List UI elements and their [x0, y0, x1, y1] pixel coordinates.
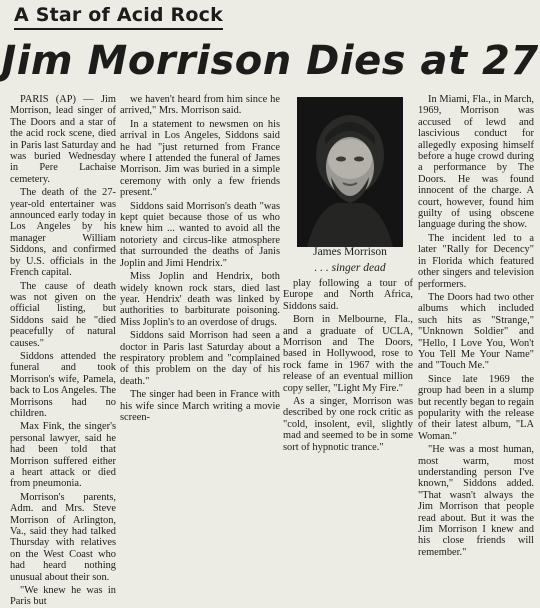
paragraph: In Miami, Fla., in March, 1969, Morrison was accused of lewd and lascivious conduct for allegedly exposing himself before a huge crowd during a performance by The Doors. He was found innocent of the charge. A court, however, found him guilty of using obscene language during the show. [418, 94, 534, 231]
paragraph: As a singer, Morrison was described by one rock critic as "cold, insolent, evil, slightly mad and seemed to be in some sort of hypnotic trance." [283, 396, 413, 453]
paragraph: play following a tour of Europe and North Africa, Siddons said. [283, 278, 413, 312]
paragraph: The incident led to a later "Rally for Decency" in Florida which featured other singers and television performers. [418, 232, 534, 290]
paragraph: PARIS (AP) — Jim Morrison, lead singer of The Doors and a star of the acid rock scene, died in Paris last Saturday and was buried Wednesday in Pere Lachaise cemetery. [10, 94, 116, 185]
photo-caption-name: James Morrison [313, 246, 387, 258]
paragraph: The singer had been in France with his wife since March writing a movie screen- [120, 389, 280, 423]
paragraph: "We knew he was in Paris but [10, 585, 116, 608]
article-column-3 [283, 278, 413, 453]
paragraph: Siddons said Morrison's death "was kept quiet because those of us who knew him ... wanted to avoid all the notoriety and circus-like atmosphere that surrounded the deaths of Janis Joplin and Jimi Hendrix." [120, 200, 280, 269]
paragraph: The death of the 27-year-old entertainer was announced early today in Los Angeles by his manager William Siddons, and confirmed by U.S. officials in the French capital. [10, 187, 116, 279]
headline: Jim Morrison Dies at 27 [1, 38, 539, 84]
paragraph: The Doors had two other albums which included such hits as "Strange," "Unknown Soldier" and "Hello, I Love You, Won't You Tell Me Your Name" and "Touch Me." [418, 291, 534, 372]
paragraph: we haven't heard from him since he arrived," Mrs. Morrison said. [120, 94, 280, 117]
paragraph: "He was a most human, most warm, most understanding person I've known," Siddons added. "That wasn't always the Jim Morrison that people read about. But it was the Jim Morrison I knew and his close friends will remember." [418, 444, 534, 558]
paragraph: Siddons said Morrison had seen a doctor in Paris last Saturday about a respiratory problem and "complained of this problem on the day of his death." [120, 330, 280, 387]
portrait-photo [297, 97, 403, 247]
article-column-2 [120, 94, 280, 440]
article-column-4 [418, 94, 534, 558]
paragraph: Born in Melbourne, Fla., and a graduate of UCLA, Morrison and The Doors, based in Hollywood, rose to rock fame in 1967 with the release of an eventual million copy seller, "Light My Fire." [283, 314, 413, 394]
paragraph: Since late 1969 the group had been in a slump but recently began to regain popularity with the release of their latest album, "LA Woman." [418, 373, 534, 442]
paragraph: Morrison's parents, Adm. and Mrs. Steve Morrison of Arlington, Va., said they had talked Thursday with relatives on the West Coast who had heard nothing unusual about their son. [10, 491, 116, 583]
paragraph: Miss Joplin and Hendrix, both widely known rock stars, died last year. Hendrix' death was linked by authorities to barbiturate poisoning. Miss Joplin's to an overdose of drugs. [120, 271, 280, 328]
article-column-1 [10, 94, 116, 608]
paragraph: Siddons attended the funeral and took Morrison's wife, Pamela, back to Los Angeles. The Morrisons had no children. [10, 350, 116, 419]
paragraph: The cause of death was not given on the official listing, but Siddons said he "died peacefully of natural causes." [10, 280, 116, 349]
photo-caption-subtitle: . . . singer dead [314, 262, 386, 274]
section-kicker: A Star of Acid Rock [14, 4, 223, 30]
paragraph: In a statement to newsmen on his arrival in Los Angeles, Siddons said he had "just returned from France where I attended the funeral of James Morrison. Jim was buried in a simple ceremony with only a few friends present." [120, 118, 280, 199]
paragraph: Max Fink, the singer's personal lawyer, said he had been told that Morrison suffered either a heart attack or died from pneumonia. [10, 421, 116, 490]
